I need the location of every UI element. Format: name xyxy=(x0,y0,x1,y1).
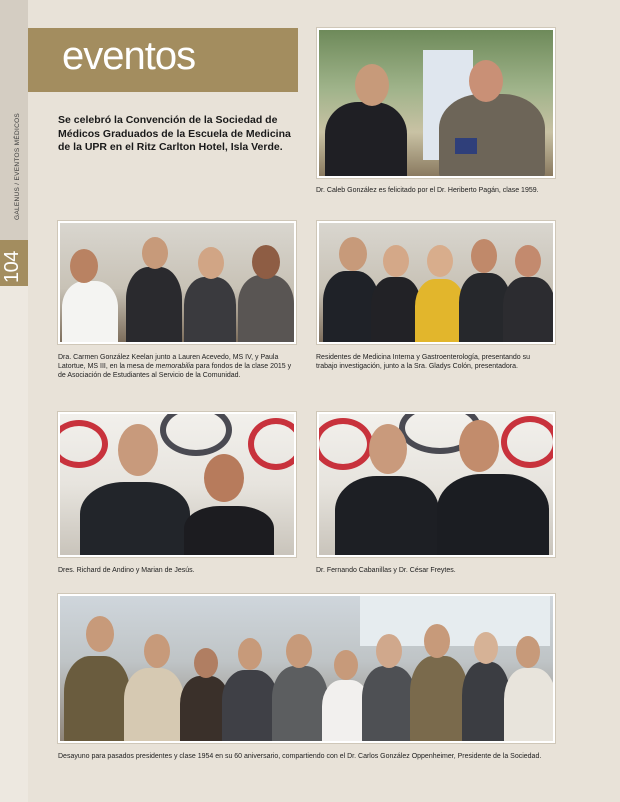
photo-caption: Residentes de Medicina Interna y Gastroenterología, presentando su trabajo investigación, junto a la Sra. Gladys Colón, presentadora. xyxy=(316,354,531,370)
photo-past-presidents-breakfast xyxy=(58,594,555,743)
intro-text: Se celebró la Convención de la Sociedad de Médicos Graduados de la Escuela de Medicina de la UPR en el Ritz Carlton Hotel, Isla Verde. xyxy=(58,114,291,153)
photo-memorabilia-table xyxy=(58,221,296,344)
photo-andino-jesus xyxy=(58,412,296,557)
photo-caption: Dra. Carmen González Keelan junto a Lauren Acevedo, MS IV, y Paula Latortue, MS III, en la mesa de memorabilia para fondos de la clase 2015 y de Asociación de Estudiantes al Servicio de la Comunidad. xyxy=(58,354,292,379)
photo-caption: Dr. Caleb González es felicitado por el Dr. Heriberto Pagán, clase 1959. xyxy=(316,187,539,194)
photo-caption: Desayuno para pasados presidentes y clase 1954 en su 60 aniversario, compartiendo con el Dr. Carlos González Oppenheimer, Presidente de la Sociedad. xyxy=(58,753,542,760)
photo-cabanillas-freytes xyxy=(317,412,555,557)
photo-congratulations xyxy=(317,28,555,178)
photo-residents xyxy=(317,221,555,344)
section-label: GALENUS / EVENTOS MÉDICOS xyxy=(14,112,21,220)
photo-caption: Dres. Richard de Andino y Marian de Jesús. xyxy=(58,567,195,574)
page-number: 104 xyxy=(1,251,23,283)
page-title: eventos xyxy=(62,34,196,78)
photo-caption: Dr. Fernando Cabanillas y Dr. César Freytes. xyxy=(316,567,456,574)
